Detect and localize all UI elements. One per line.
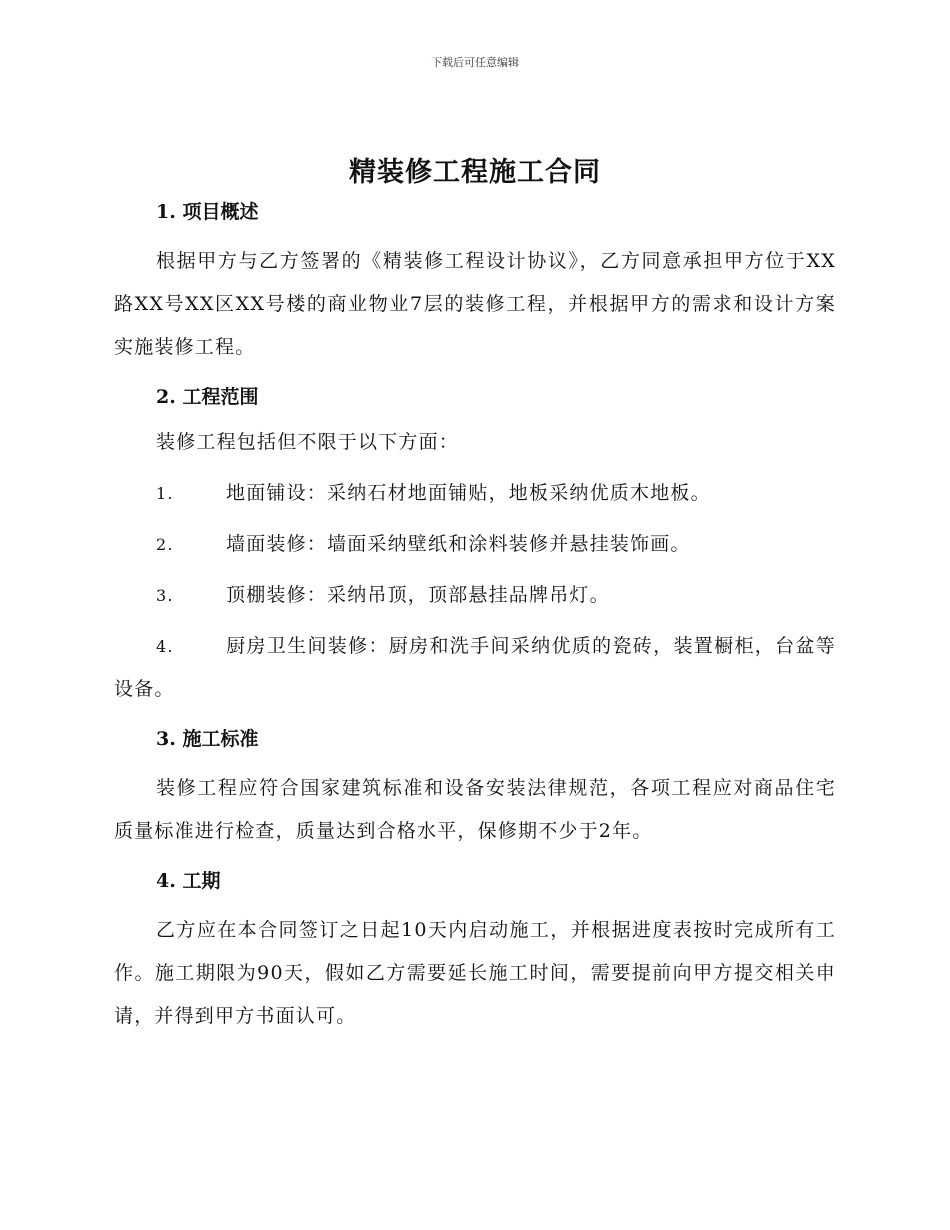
list-text: 墙面装修：墙面采纳壁纸和涂料装修并悬挂装饰画。	[226, 533, 691, 555]
section-paragraph-schedule: 乙方应在本合同签订之日起10天内启动施工，并根据进度表按时完成所有工作。施工期限为90天，假如乙方需要延长施工时间，需要提前向甲方提交相关申请，并得到甲方书面认可。	[114, 919, 836, 1027]
list-item	[114, 625, 836, 711]
document-body	[114, 196, 836, 1038]
section-heading-scope: 2. 工程范围	[156, 386, 259, 408]
list-item	[114, 574, 836, 617]
list-item	[114, 523, 836, 566]
section-intro-scope: 装修工程包括但不限于以下方面：	[156, 431, 460, 453]
section-paragraph-overview: 根据甲方与乙方签署的《精装修工程设计协议》，乙方同意承担甲方位于XX路XX号XX区XX号楼的商业物业7层的装修工程，并根据甲方的需求和设计方案实施装修工程。	[114, 250, 836, 358]
section-heading-overview: 1. 项目概述	[156, 201, 259, 223]
list-number: 2.	[156, 535, 174, 554]
list-item	[114, 472, 836, 515]
section-heading-standards: 3. 施工标准	[156, 728, 259, 750]
list-text: 厨房卫生间装修：厨房和洗手间采纳优质的瓷砖，装置橱柜，台盆等设备。	[114, 635, 836, 700]
header-note: 下载后可任意编辑	[431, 56, 519, 69]
document-title: 精装修工程施工合同	[349, 157, 601, 188]
list-text: 地面铺设：采纳石材地面铺贴，地板采纳优质木地板。	[226, 482, 711, 504]
section-heading-schedule: 4. 工期	[156, 870, 221, 892]
list-number: 1.	[156, 484, 174, 503]
list-number: 3.	[156, 586, 174, 605]
list-text: 顶棚装修：采纳吊顶，顶部悬挂品牌吊灯。	[226, 584, 610, 606]
list-number: 4.	[156, 637, 174, 656]
section-paragraph-standards: 装修工程应符合国家建筑标准和设备安装法律规范，各项工程应对商品住宅质量标准进行检查，质量达到合格水平，保修期不少于2年。	[114, 777, 836, 842]
